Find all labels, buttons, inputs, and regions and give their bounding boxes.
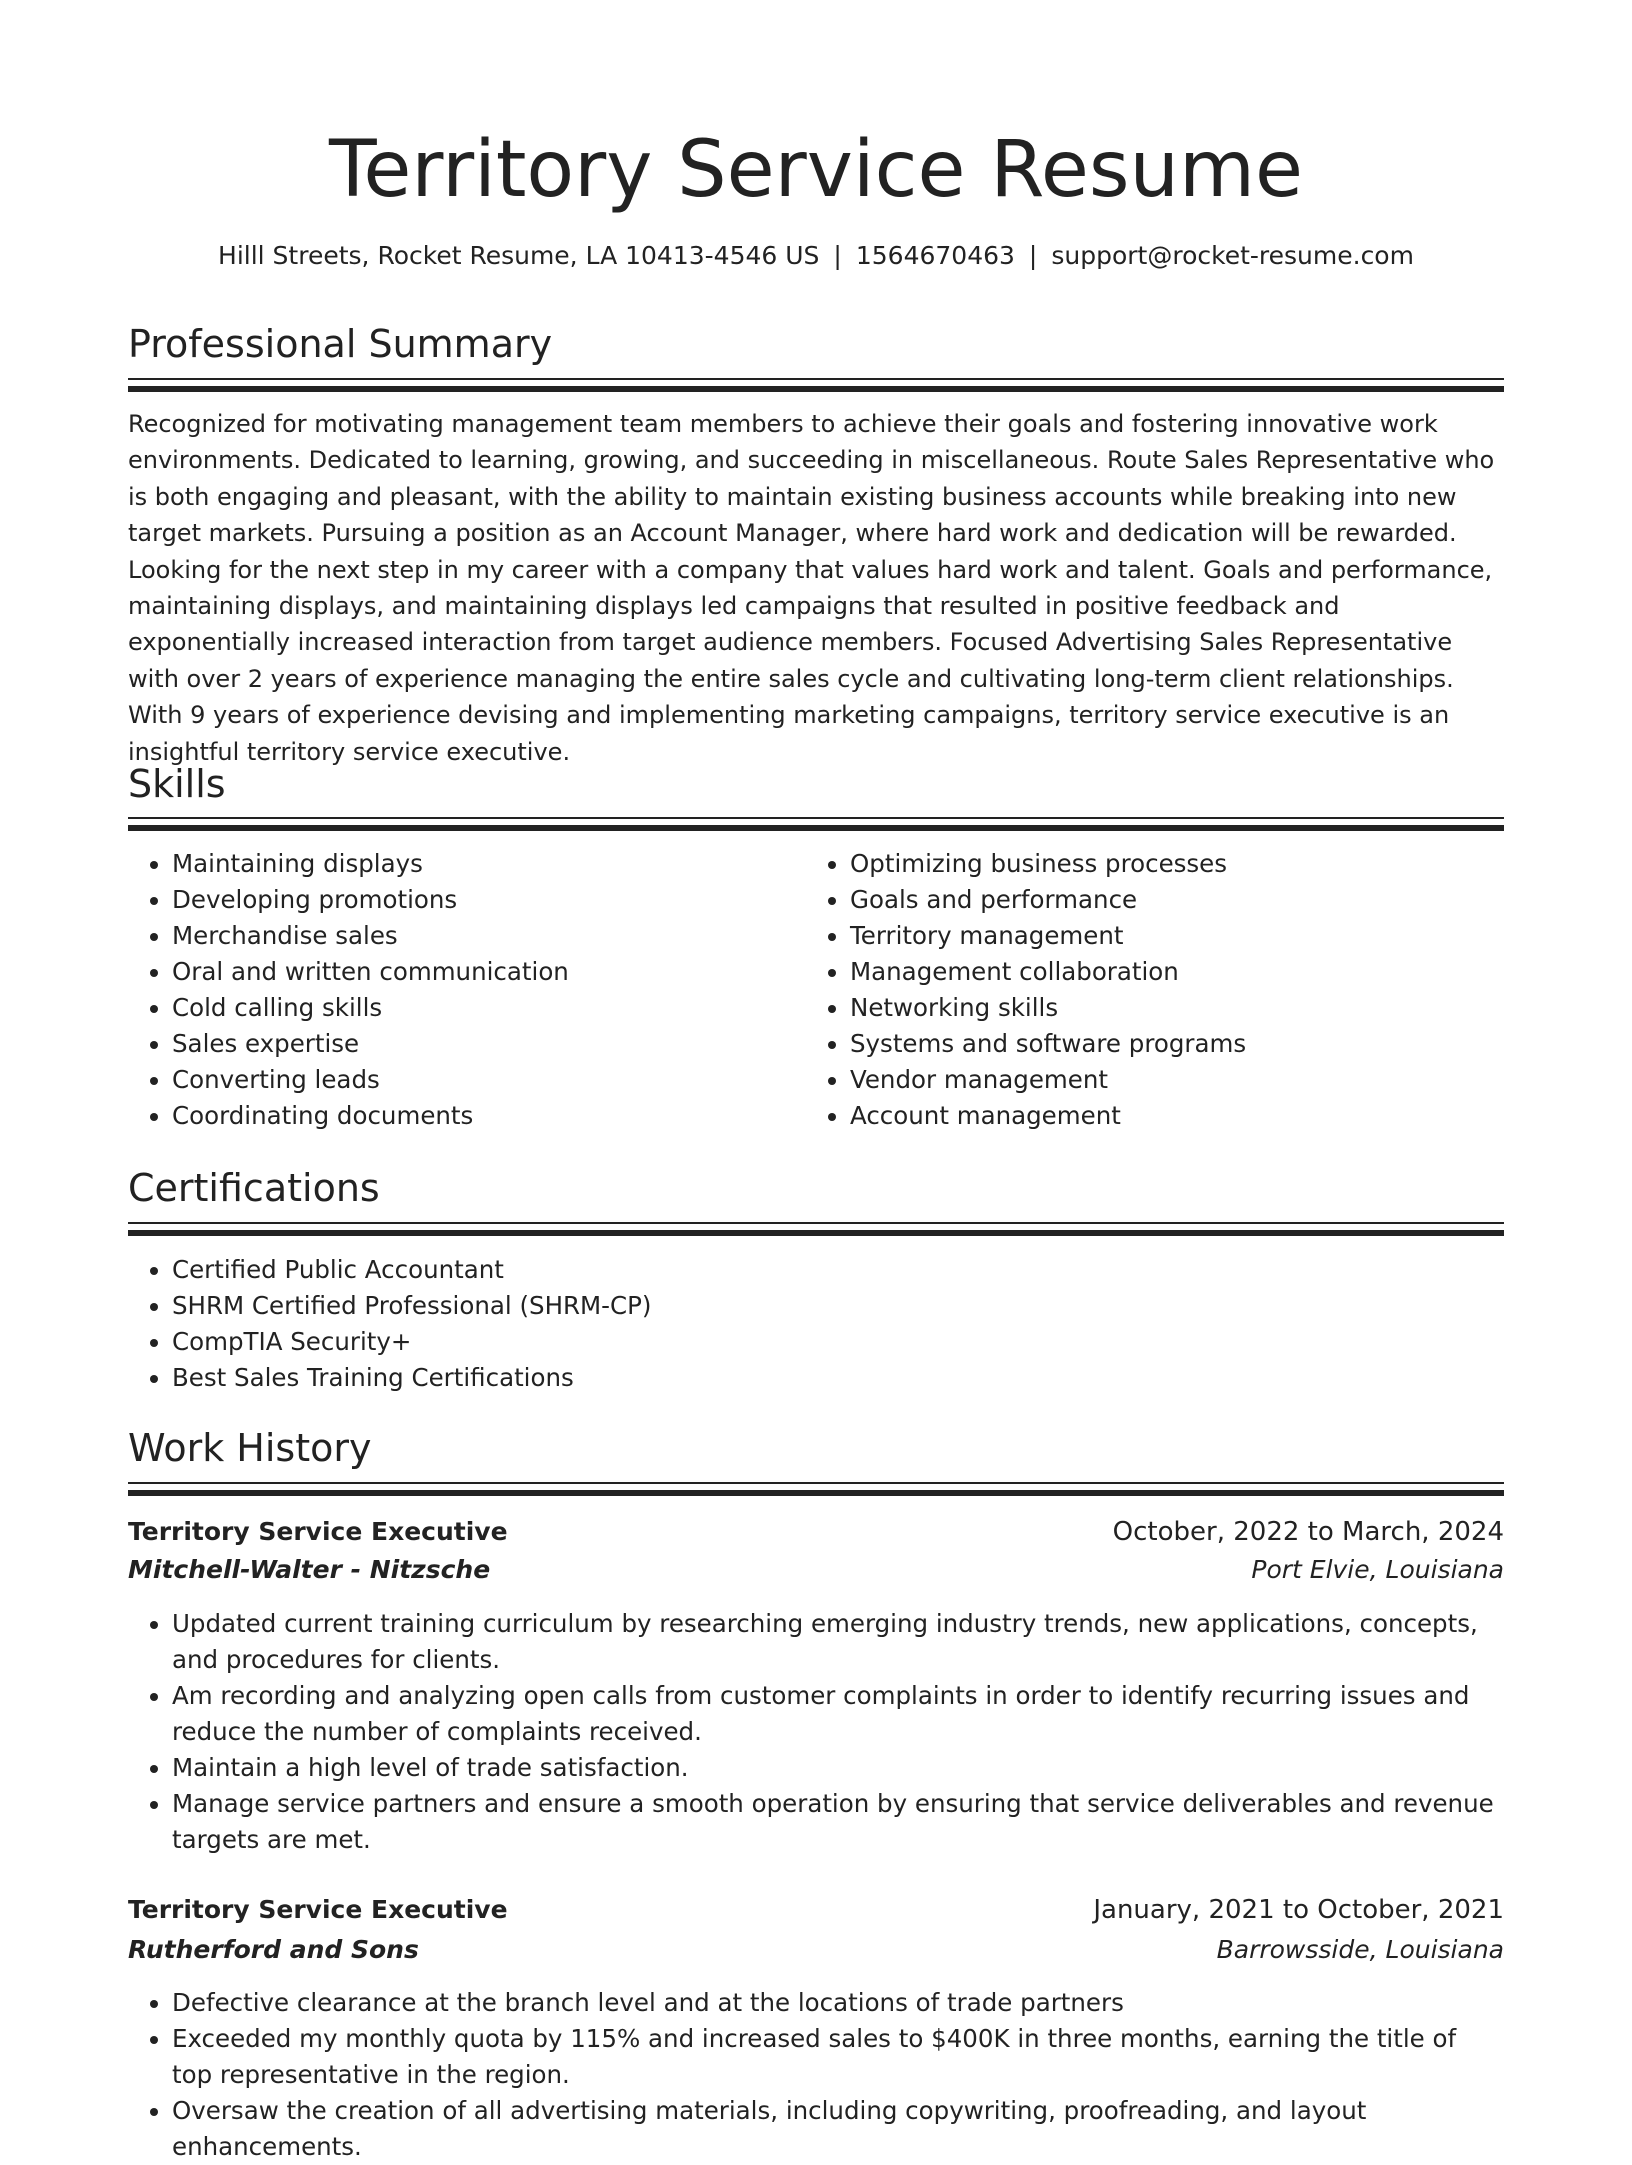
summary-text: Recognized for motivating management team members to achieve their goals and fostering innovative work environments. Dedicated to learning, growing, and succeeding in miscellaneous. Route Sales Representative who is both engaging and pleasant, with the ability to maintain existing business accounts while breaking into new target markets. Pursuing a position as an Account Manager, where hard work and dedication will be rewarded. Looking for the next step in my career with a company that values hard work and talent. Goals and performance, maintaining displays, and maintaining displays led campaigns that resulted in positive feedback and exponentially increased interaction from target audience members. Focused Advertising Sales Representative with over 2 years of experience managing the entire sales cycle and cultivating long-term client relationships. With 9 years of experience devising and implementing marketing campaigns, territory service executive is an insightful territory service executive. bbox=[128, 410, 1495, 766]
list-item: • Exceeded my monthly quota by 115% and increased sales to $400K in three months, earning the title of top representative in the region. bbox=[172, 2021, 1504, 2093]
job-location: Barrowsside, Louisiana bbox=[1216, 1935, 1504, 1964]
section-heading-skills: Skills bbox=[128, 762, 226, 806]
section-heading-work-history: Work History bbox=[128, 1426, 372, 1470]
list-item: • Cold calling skills bbox=[172, 990, 812, 1026]
resume-title: Territory Service Resume bbox=[329, 125, 1303, 215]
job-dates: October, 2022 to March, 2024 bbox=[1112, 1517, 1504, 1547]
job-company: Rutherford and Sons bbox=[128, 1935, 419, 1964]
contact-email[interactable]: support@rocket-resume.com bbox=[1051, 241, 1414, 270]
contact-separator: | bbox=[1028, 241, 1038, 270]
list-item: • Vendor management bbox=[850, 1062, 1548, 1098]
contact-phone: 1564670463 bbox=[855, 241, 1015, 270]
list-item: • Management collaboration bbox=[850, 954, 1548, 990]
job-title: Territory Service Executive bbox=[128, 1517, 508, 1546]
list-item: • Maintain a high level of trade satisfaction. bbox=[172, 1750, 1504, 1786]
list-item: • Systems and software programs bbox=[850, 1026, 1548, 1062]
list-item: • Goals and performance bbox=[850, 882, 1548, 918]
list-item: • Oral and written communication bbox=[172, 954, 812, 990]
skills-list-left bbox=[128, 846, 812, 1134]
contact-separator: | bbox=[833, 241, 842, 270]
list-item: • Defective clearance at the branch level and at the locations of trade partners bbox=[172, 1985, 1504, 2021]
list-item: • Manage service partners and ensure a smooth operation by ensuring that service deliverables and revenue targets are met. bbox=[172, 1786, 1504, 1858]
contact-line bbox=[0, 238, 1632, 274]
section-divider bbox=[128, 1482, 1504, 1496]
list-item: • Optimizing business processes bbox=[850, 846, 1548, 882]
list-item: • Merchandise sales bbox=[172, 918, 812, 954]
list-item: • Account management bbox=[850, 1098, 1548, 1134]
list-item: • Updated current training curriculum by researching emerging industry trends, new applications, concepts, and procedures for clients. bbox=[172, 1606, 1504, 1678]
list-item: • Networking skills bbox=[850, 990, 1548, 1026]
list-item: • SHRM Certified Professional (SHRM-CP) bbox=[172, 1288, 1548, 1324]
section-divider bbox=[128, 378, 1504, 392]
section-divider bbox=[128, 1222, 1504, 1236]
list-item: • Territory management bbox=[850, 918, 1548, 954]
list-item: • Am recording and analyzing open calls from customer complaints in order to identify recurring issues and reduce the number of complaints received. bbox=[172, 1678, 1504, 1750]
job-location: Port Elvie, Louisiana bbox=[1251, 1555, 1504, 1584]
list-item: • CompTIA Security+ bbox=[172, 1324, 1548, 1360]
list-item: • Sales expertise bbox=[172, 1026, 812, 1062]
section-heading-summary: Professional Summary bbox=[128, 322, 553, 366]
skills-list-right bbox=[806, 846, 1548, 1134]
list-item: • Maintaining displays bbox=[172, 846, 812, 882]
list-item: • Certified Public Accountant bbox=[172, 1252, 1548, 1288]
job-title: Territory Service Executive bbox=[128, 1895, 508, 1924]
list-item: • Converting leads bbox=[172, 1062, 812, 1098]
job-duties-list bbox=[128, 1985, 1504, 2165]
contact-address: Hilll Streets, Rocket Resume, LA 10413-4546 US bbox=[218, 241, 820, 270]
list-item: • Oversaw the creation of all advertising materials, including copywriting, proofreading, and layout enhancements. bbox=[172, 2093, 1504, 2165]
section-heading-certifications: Certifications bbox=[128, 1166, 380, 1210]
job-company: Mitchell-Walter - Nitzsche bbox=[128, 1555, 491, 1584]
job-dates: January, 2021 to October, 2021 bbox=[1093, 1895, 1504, 1925]
list-item: • Best Sales Training Certifications bbox=[172, 1360, 1548, 1396]
section-divider bbox=[128, 817, 1504, 831]
list-item: • Coordinating documents bbox=[172, 1098, 812, 1134]
list-item: • Developing promotions bbox=[172, 882, 812, 918]
certifications-list bbox=[128, 1252, 1548, 1396]
job-duties-list bbox=[128, 1606, 1504, 1858]
